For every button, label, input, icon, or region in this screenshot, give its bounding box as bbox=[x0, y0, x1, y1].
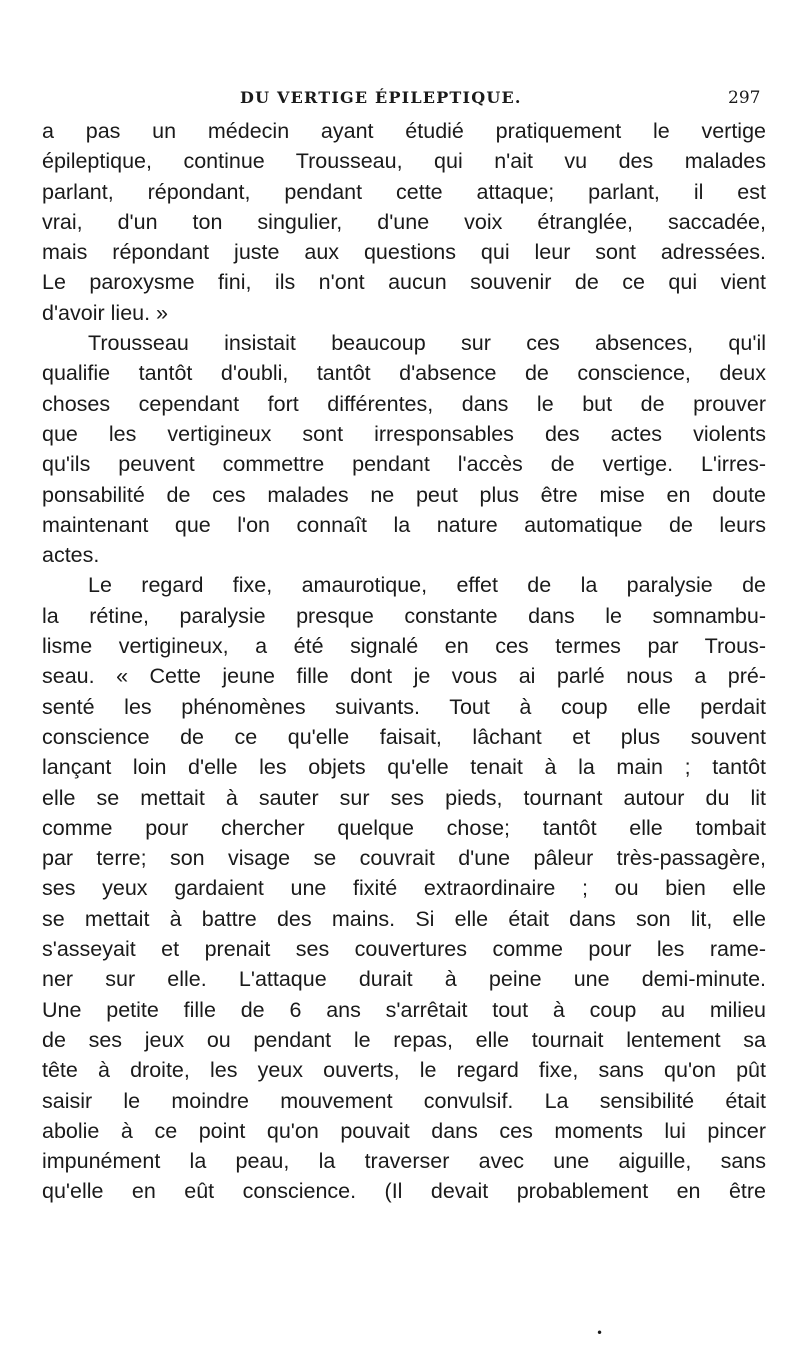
footer-mark: • bbox=[596, 1326, 604, 1340]
text-line: seau. « Cette jeune fille dont je vous ai parlé nous a pré- bbox=[42, 664, 766, 689]
text-line: Une petite fille de 6 ans s'arrêtait tout à coup au milieu bbox=[42, 997, 766, 1022]
text-line: Trousseau insistait beaucoup sur ces absences, qu'il bbox=[88, 331, 766, 356]
text-line: s'asseyait et prenait ses couvertures comme pour les rame- bbox=[42, 937, 766, 962]
text-line: ner sur elle. L'attaque durait à peine une demi-minute. bbox=[42, 967, 766, 992]
text-line: lançant loin d'elle les objets qu'elle tenait à la main ; tantôt bbox=[42, 755, 766, 780]
text-line: ponsabilité de ces malades ne peut plus être mise en doute bbox=[42, 482, 766, 507]
text-line: a pas un médecin ayant étudié pratiquement le vertige bbox=[42, 119, 766, 143]
text-line: comme pour chercher quelque chose; tantôt elle tombait bbox=[42, 815, 766, 840]
text-line: se mettait à battre des mains. Si elle était dans son lit, elle bbox=[42, 906, 766, 931]
text-line: abolie à ce point qu'on pouvait dans ces moments lui pincer bbox=[42, 1118, 766, 1143]
text-line: impunément la peau, la traverser avec une aiguille, sans bbox=[42, 1149, 766, 1174]
text-line: maintenant que l'on connaît la nature automatique de leurs bbox=[42, 512, 766, 537]
text-line: qu'ils peuvent commettre pendant l'accès de vertige. L'irres- bbox=[42, 452, 766, 477]
text-line: conscience de ce qu'elle faisait, lâchant et plus souvent bbox=[42, 724, 766, 749]
page-number: 297 bbox=[728, 88, 761, 108]
text-line: la rétine, paralysie presque constante dans le somnambu- bbox=[42, 603, 766, 628]
text-line: vrai, d'un ton singulier, d'une voix étranglée, saccadée, bbox=[42, 209, 766, 234]
text-line: qualifie tantôt d'oubli, tantôt d'absence de conscience, deux bbox=[42, 361, 766, 386]
text-line: parlant, répondant, pendant cette attaque; parlant, il est bbox=[42, 179, 766, 204]
text-line: d'avoir lieu. » bbox=[42, 300, 169, 325]
text-line: tête à droite, les yeux ouverts, le regard fixe, sans qu'on pût bbox=[42, 1058, 766, 1083]
text-line: senté les phénomènes suivants. Tout à coup elle perdait bbox=[42, 694, 766, 719]
text-line: elle se mettait à sauter sur ses pieds, tournant autour du lit bbox=[42, 785, 766, 810]
text-line: par terre; son visage se couvrait d'une pâleur très-passagère, bbox=[42, 846, 766, 871]
text-line: saisir le moindre mouvement convulsif. La sensibilité était bbox=[42, 1088, 766, 1113]
text-line: que les vertigineux sont irresponsables des actes violents bbox=[42, 421, 766, 446]
text-line: mais répondant juste aux questions qui leur sont adressées. bbox=[42, 240, 766, 265]
text-line: Le regard fixe, amaurotique, effet de la paralysie de bbox=[88, 573, 766, 598]
text-line: de ses jeux ou pendant le repas, elle tournait lentement sa bbox=[42, 1027, 766, 1052]
body-text bbox=[42, 116, 766, 1207]
text-line: choses cependant fort différentes, dans le but de prouver bbox=[42, 391, 766, 416]
text-line: Le paroxysme fini, ils n'ont aucun souvenir de ce qui vient bbox=[42, 270, 766, 295]
text-line: épileptique, continue Trousseau, qui n'ait vu des malades bbox=[42, 149, 766, 174]
text-line: ses yeux gardaient une fixité extraordinaire ; ou bien elle bbox=[42, 876, 766, 901]
running-head bbox=[0, 88, 800, 112]
text-line: lisme vertigineux, a été signalé en ces termes par Trous- bbox=[42, 634, 766, 659]
text-line: qu'elle en eût conscience. (Il devait probablement en être bbox=[42, 1179, 766, 1204]
running-title: DU VERTIGE ÉPILEPTIQUE. bbox=[240, 88, 522, 107]
text-line: actes. bbox=[42, 543, 100, 568]
